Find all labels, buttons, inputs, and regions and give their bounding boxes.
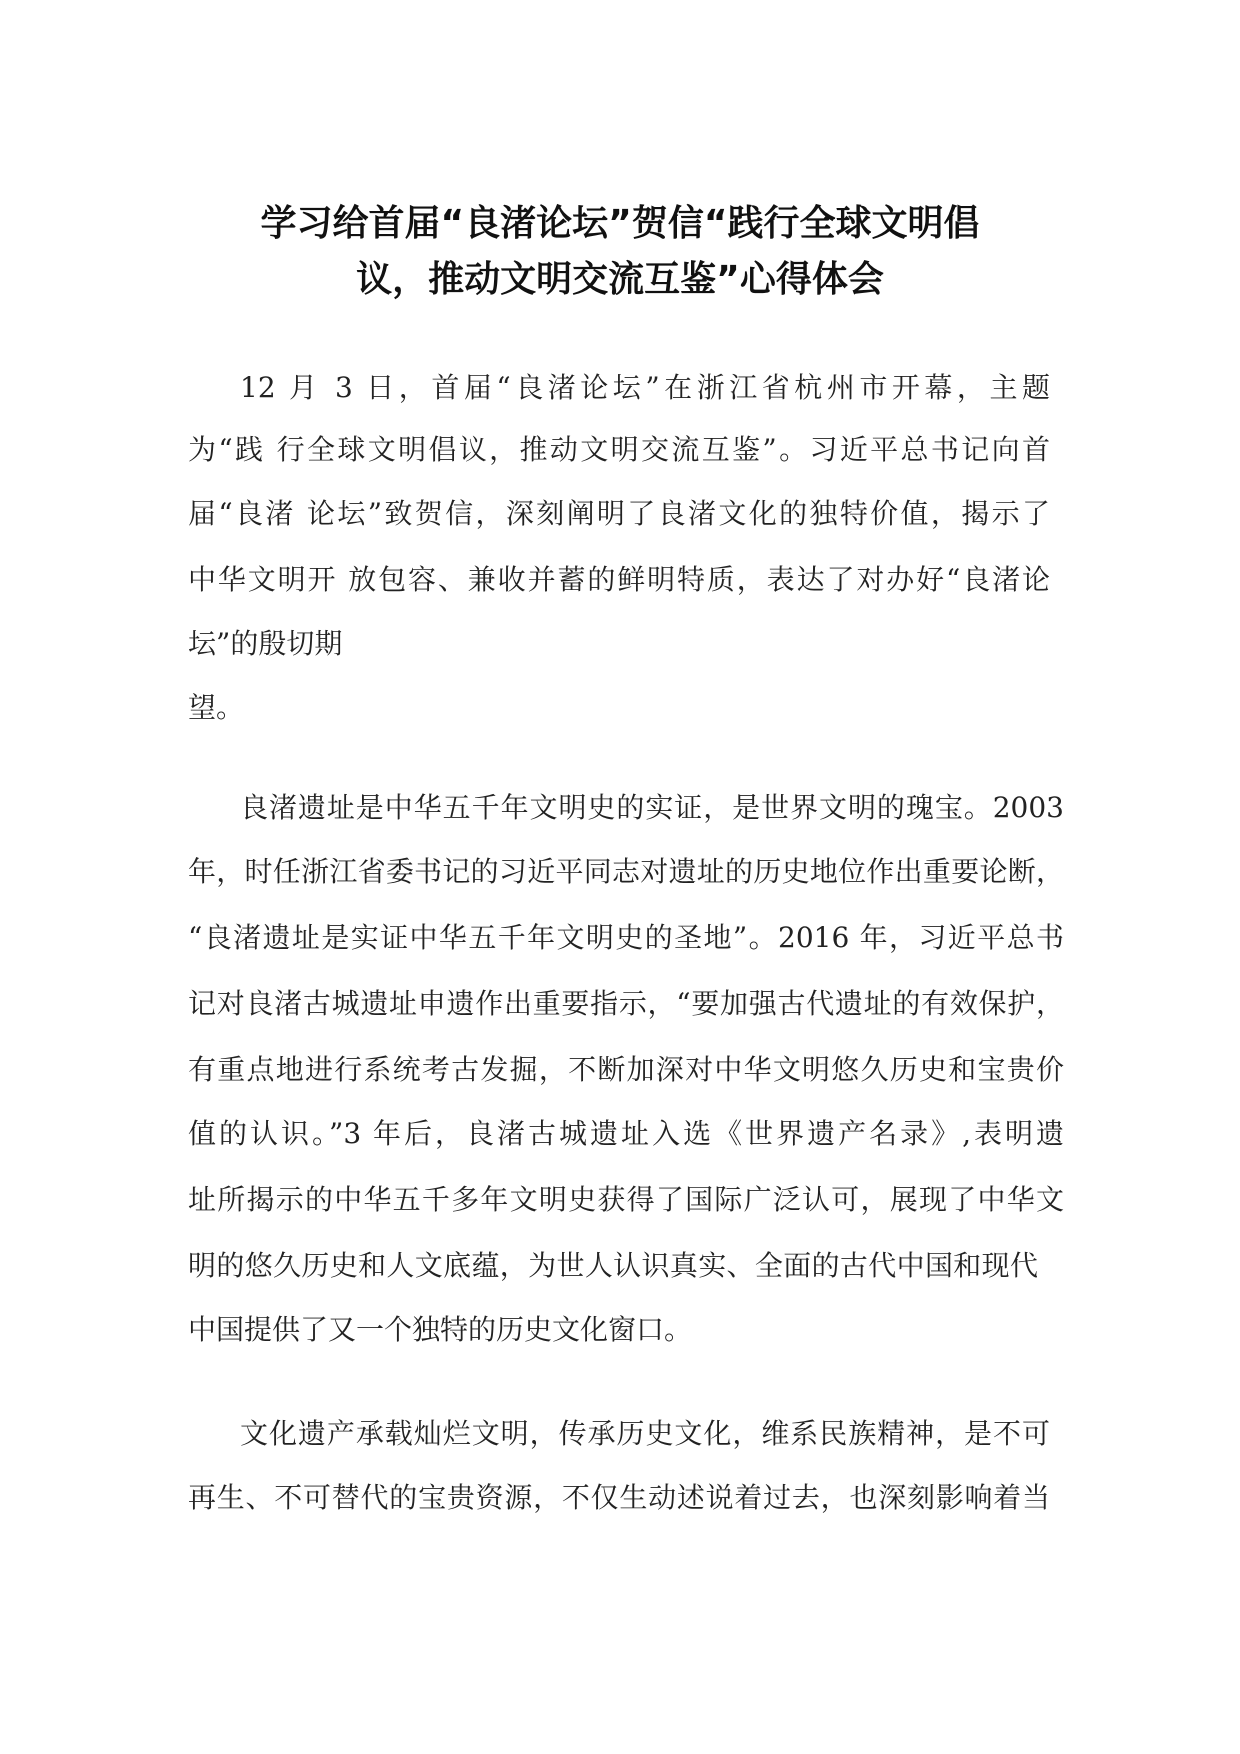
paragraph-2-line-1: 良渚遗址是中华五千年文明史的实证，是世界文明的瑰宝。2003 [240, 791, 1064, 824]
paragraph-1-line-5: 坛”的殷切期 [188, 627, 343, 660]
paragraph-2-line-5: 有重点地进行系统考古发掘，不断加深对中华文明悠久历史和宝贵价 [188, 1053, 1064, 1086]
paragraph-2-line-7: 址所揭示的中华五千多年文明史获得了国际广泛认可，展现了中华文 [188, 1183, 1064, 1216]
paragraph-2-line-8: 明的悠久历史和人文底蕴，为世人认识真实、全面的古代中国和现代 [188, 1249, 1038, 1282]
paragraph-1-line-3: 届“良渚 论坛”致贺信，深刻阐明了良渚文化的独特价值，揭示了 [188, 497, 1050, 530]
paragraph-1-line-1: 12 月 3 日，首届“良渚论坛”在浙江省杭州市开幕，主题 [240, 371, 1050, 404]
paragraph-1-line-4: 中华文明开 放包容、兼收并蓄的鲜明特质，表达了对办好“良渚论 [188, 563, 1050, 596]
paragraph-1-line-2: 为“践 行全球文明倡议，推动文明交流互鉴”。习近平总书记向首 [188, 433, 1050, 466]
paragraph-2-line-6: 值的认识。”3 年后，良渚古城遗址入选《世界遗产名录》,表明遗 [188, 1117, 1064, 1150]
document-title-line-1: 学习给首届“良渚论坛”贺信“践行全球文明倡 [260, 203, 980, 244]
paragraph-2-line-2: 年，时任浙江省委书记的习近平同志对遗址的历史地位作出重要论断， [188, 855, 1064, 888]
paragraph-3-line-2: 再生、不可替代的宝贵资源，不仅生动述说着过去，也深刻影响着当 [188, 1481, 1050, 1514]
paragraph-1-line-6: 望。 [188, 691, 245, 724]
paragraph-2-line-3: “良渚遗址是实证中华五千年文明史的圣地”。2016 年，习近平总书 [188, 921, 1064, 954]
paragraph-2-line-4: 记对良渚古城遗址申遗作出重要指示，“要加强古代遗址的有效保护， [188, 987, 1064, 1020]
document-title-line-2: 议，推动文明交流互鉴”心得体会 [356, 259, 884, 300]
paragraph-2-line-9: 中国提供了又一个独特的历史文化窗口。 [188, 1313, 693, 1346]
paragraph-3-line-1: 文化遗产承载灿烂文明，传承历史文化，维系民族精神，是不可 [240, 1417, 1050, 1450]
